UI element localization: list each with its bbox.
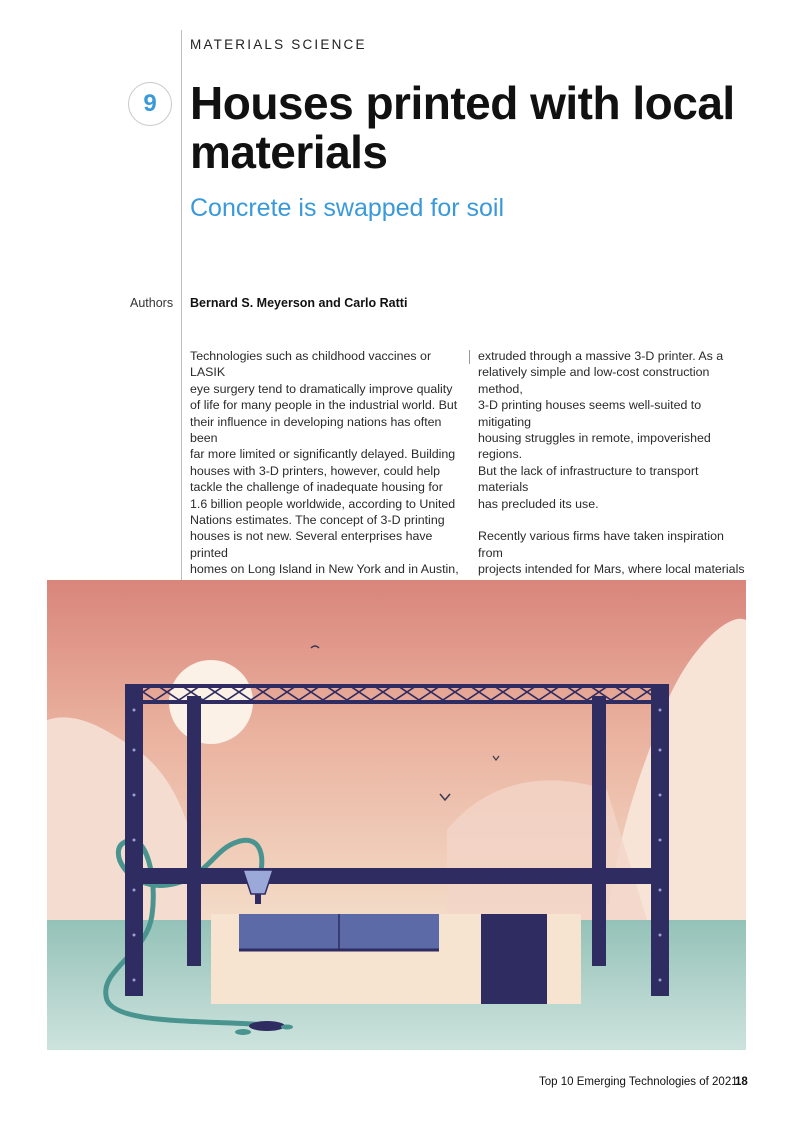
page-subtitle: Concrete is swapped for soil xyxy=(190,194,505,222)
body-paragraph: Recently various firms have taken inspiration from projects intended for Mars, where local materials xyxy=(478,529,745,577)
authors-names: Bernard S. Meyerson and Carlo Ratti xyxy=(190,296,408,310)
footer-publication-title: Top 10 Emerging Technologies of 2021 xyxy=(539,1076,738,1088)
column-divider xyxy=(469,350,470,364)
printer-illustration xyxy=(47,580,746,1050)
body-paragraph: Technologies such as childhood vaccines or LASIK eye surgery tend to dramatically improve quality of life for many people in the industrial world. But their influence in developing nations has often been far more limited or significantly delayed. Building houses with 3-D printers, however, could help tackle the challenge of inadequate housing for 1.6 billion people worldwide, according to United Nations estimates. The concept of 3-D printing houses is not new. Several enterprises have printed homes on Long Island in New York and in Austin, xyxy=(190,349,459,577)
section-label: MATERIALS SCIENCE xyxy=(190,37,367,52)
body-paragraph: extruded through a massive 3-D printer. As a relatively simple and low-cost construction method, 3-D printing houses seems well-suited to mitigating housing struggles in remote, impoverished regions. But the lack of infrastructure to transport materials has precluded its use. xyxy=(478,349,724,511)
gantry-beam xyxy=(141,868,651,884)
gantry-leg xyxy=(592,696,606,966)
house-panel xyxy=(339,914,439,950)
gantry-leg xyxy=(187,696,201,966)
page-title: Houses printed with local materials xyxy=(190,77,735,178)
technology-number-badge: 9 xyxy=(128,82,172,126)
hose-base xyxy=(249,1021,285,1031)
header-vertical-rule xyxy=(181,30,182,580)
house-door xyxy=(481,914,547,1004)
authors-label: Authors xyxy=(130,296,174,310)
footer-page-number: 18 xyxy=(735,1076,748,1088)
house-panel xyxy=(239,914,339,950)
